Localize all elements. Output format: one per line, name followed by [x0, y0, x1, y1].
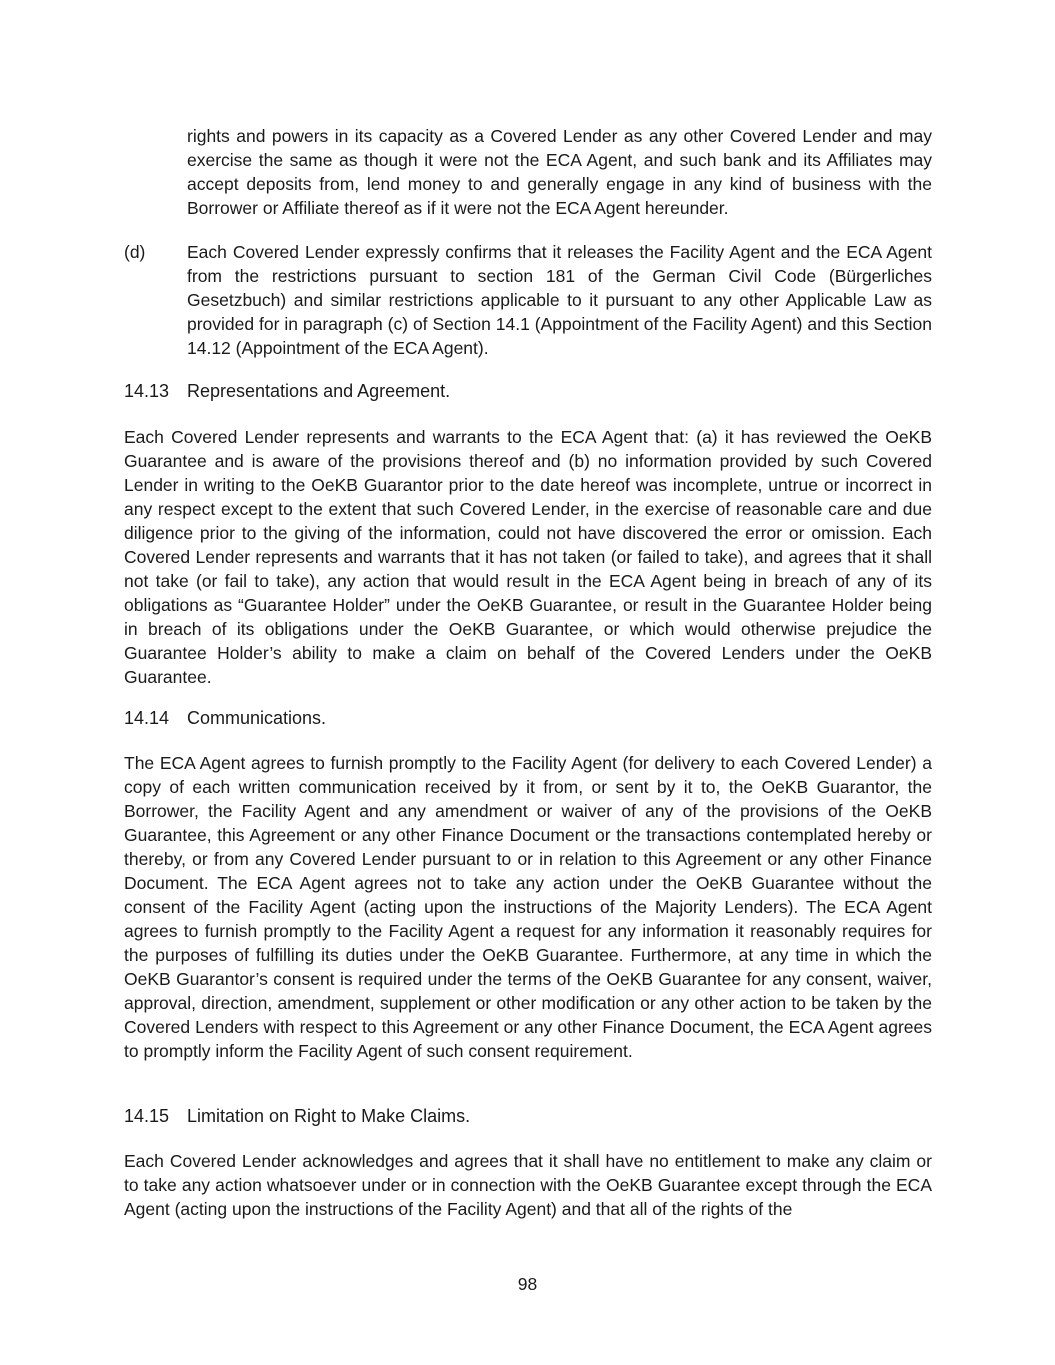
section-number: 14.15 [124, 1106, 170, 1126]
paragraph-continuation: rights and powers in its capacity as a Covered Lender as any other Covered Lender and may exercise the same as though it were not the ECA Agent, and such bank and its Affiliates may accept deposits from, lend money to and generally engage in any kind of business with the Borrower or Affiliate thereof as if it were not the ECA Agent hereunder. [187, 126, 932, 218]
section-number: 14.13 [124, 381, 170, 401]
section-number: 14.14 [124, 708, 170, 728]
section-body-14-15: Each Covered Lender acknowledges and agrees that it shall have no entitlement to make any claim or to take any action whatsoever under or in connection with the OeKB Guarantee except through the ECA Agent (acting upon the instructions of the Facility Agent) and that all of the rights of the [124, 1151, 932, 1219]
paragraph-d-label: (d) [124, 242, 146, 262]
section-title: Communications. [187, 708, 327, 728]
section-body-14-13: Each Covered Lender represents and warrants to the ECA Agent that: (a) it has reviewed the OeKB Guarantee and is aware of the provisions thereof and (b) no information provided by such Covered Lender in writing to the OeKB Guarantor prior to the date hereof was incomplete, untrue or incorrect in any respect except to the extent that such Covered Lender, in the exercise of reasonable care and due diligence prior to the giving of the information, could not have discovered the error or omission. Each Covered Lender represents and warrants that it has not taken (or failed to take), and agrees that it shall not take (or fail to take), any action that would result in the ECA Agent being in breach of any of its obligations as “Guarantee Holder” under the OeKB Guarantee, or result in the Guarantee Holder being in breach of its obligations under the OeKB Guarantee, or which would otherwise prejudice the Guarantee Holder’s ability to make a claim on behalf of the Covered Lenders under the OeKB Guarantee. [124, 427, 932, 687]
section-title: Representations and Agreement. [187, 381, 451, 401]
section-heading-14-15 [124, 1104, 470, 1128]
page-number: 98 [517, 1274, 538, 1294]
section-heading-14-14 [124, 706, 326, 730]
section-heading-14-13 [124, 379, 450, 403]
paragraph-d-text: Each Covered Lender expressly confirms that it releases the Facility Agent and the ECA Agent from the restrictions pursuant to section 181 of the German Civil Code (Bürgerliches Gesetzbuch) and similar restrictions applicable to it pursuant to any other Applicable Law as provided for in paragraph (c) of Section 14.1 (Appointment of the Facility Agent) and this Section 14.12 (Appointment of the ECA Agent). [187, 242, 932, 358]
section-title: Limitation on Right to Make Claims. [187, 1106, 471, 1126]
section-body-14-14: The ECA Agent agrees to furnish promptly to the Facility Agent (for delivery to each Covered Lender) a copy of each written communication received by it from, or sent by it to, the OeKB Guarantor, the Borrower, the Facility Agent and any amendment or waiver of any of the provisions of the OeKB Guarantee, this Agreement or any other Finance Document or the transactions contemplated hereby or thereby, or from any Covered Lender pursuant to or in relation to this Agreement or any other Finance Document. The ECA Agent agrees not to take any action under the OeKB Guarantee without the consent of the Facility Agent (acting upon the instructions of the Majority Lenders). The ECA Agent agrees to furnish promptly to the Facility Agent a request for any information it reasonably requires for the purposes of fulfilling its duties under the OeKB Guarantee. Furthermore, at any time in which the OeKB Guarantor’s consent is required under the terms of the OeKB Guarantee for any consent, waiver, approval, direction, amendment, supplement or other modification or any other action to be taken by the Covered Lenders with respect to this Agreement or any other Finance Document, the ECA Agent agrees to promptly inform the Facility Agent of such consent requirement. [124, 753, 932, 1061]
